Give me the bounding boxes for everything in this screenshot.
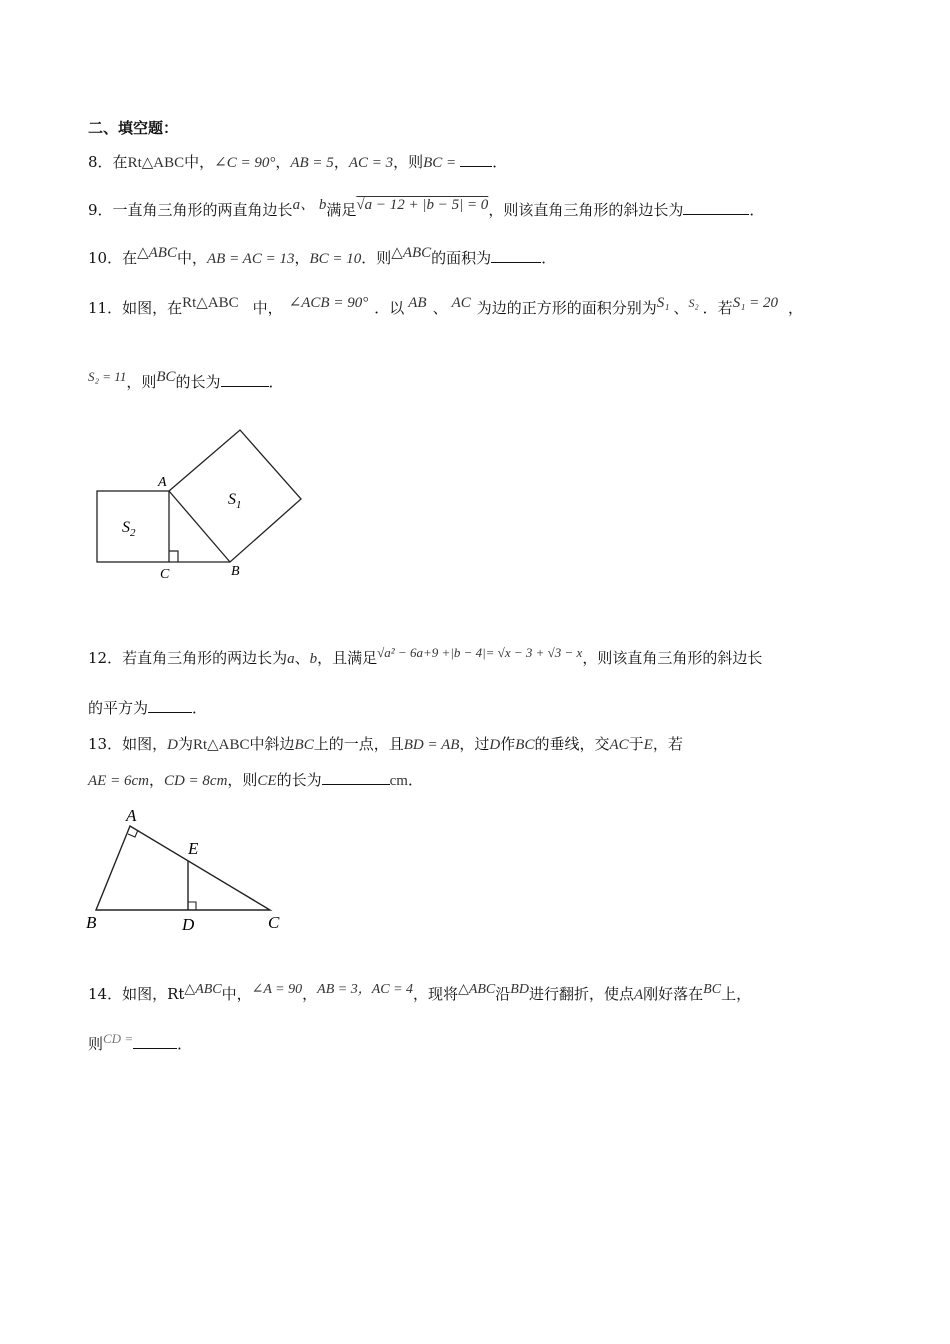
q12-text: 若直角三角形的两边长为 xyxy=(122,649,288,667)
q13-math: E xyxy=(643,737,653,753)
q13-math: Rt△ABC xyxy=(192,737,250,753)
q10-text: 的面积为 xyxy=(431,249,492,267)
label-a: A xyxy=(126,806,137,825)
answer-blank[interactable] xyxy=(683,200,749,215)
q13-text: 作 xyxy=(500,735,516,753)
question-14 xyxy=(88,984,751,1006)
label-b: B xyxy=(86,913,97,932)
q14-math: AB = 3，AC = 4 xyxy=(317,982,414,997)
q10-text: ， xyxy=(294,249,310,267)
q14-math: BC xyxy=(703,982,722,997)
q11-text: ．若 xyxy=(702,299,733,317)
q13-math: BC xyxy=(294,737,314,753)
q12-number: 12． xyxy=(88,649,123,667)
q11-math: S₁ = 20 xyxy=(732,295,779,311)
figure-11 xyxy=(90,420,320,590)
q13-number: 13． xyxy=(88,735,123,753)
q11-math: S₁ xyxy=(656,295,670,311)
q14-text: 沿 xyxy=(495,985,511,1003)
q12-math: √a² − 6a+9 +|b − 4|= √x − 3 + √3 − x xyxy=(377,645,583,660)
q14-text: 上， xyxy=(721,985,752,1003)
q9-math: √a − 12 + |b − 5| = 0 xyxy=(356,197,489,213)
label-b: B xyxy=(231,564,240,579)
question-10 xyxy=(88,245,557,269)
q8-number: 8． xyxy=(88,153,113,171)
q9-text: 一直角三角形的两直角边长 xyxy=(112,201,293,219)
q11-text: ． xyxy=(268,373,284,391)
q13-math: D xyxy=(489,737,501,753)
q11-text: 为边的正方形的面积分别为 xyxy=(476,299,657,317)
q13-text: 中斜边 xyxy=(249,735,295,753)
q8-text: ． xyxy=(492,153,508,171)
question-13-line-2 xyxy=(88,770,423,791)
q13-text: 为 xyxy=(177,735,193,753)
q14-text: ， xyxy=(302,985,318,1003)
q14-text: ． xyxy=(177,1035,193,1053)
q10-math: BC = 10 xyxy=(309,251,362,267)
q11-text: 的长为 xyxy=(175,373,221,391)
q11-math: BC xyxy=(156,369,176,385)
label-c: C xyxy=(160,567,170,582)
q9-number: 9． xyxy=(88,201,113,219)
q14-text: 刚好落在 xyxy=(643,985,704,1003)
triangle-abc xyxy=(96,826,270,910)
q13-text: ，则 xyxy=(227,771,258,789)
q9-text: ． xyxy=(749,201,765,219)
q11-text: 中， xyxy=(252,299,283,317)
q8-text: ， xyxy=(275,153,291,171)
q13-text: 的长为 xyxy=(276,771,322,789)
q13-text: 的垂线，交 xyxy=(534,735,610,753)
q11-text: ．以 xyxy=(374,299,405,317)
q12-text: ，且满足 xyxy=(317,649,378,667)
q11-text: 、 xyxy=(432,299,448,317)
q11-text: ，则 xyxy=(126,373,157,391)
answer-blank[interactable] xyxy=(221,372,269,387)
q11-math: ∠ACB = 90° xyxy=(288,295,369,311)
q14-text: 如图，Rt xyxy=(122,985,185,1003)
q13-text: 上的一点，且 xyxy=(313,735,404,753)
q8-math: BC = xyxy=(423,155,457,171)
q13-math: BD = AB xyxy=(403,737,460,753)
q11-math: AB xyxy=(408,295,427,311)
q14-text: 中， xyxy=(221,985,252,1003)
q11-math: Rt△ABC xyxy=(182,295,239,311)
q13-text: ，若 xyxy=(652,735,683,753)
label-s1: $S_1$ xyxy=(228,491,242,511)
q12-math: a xyxy=(287,651,295,667)
question-14-line-2 xyxy=(88,1031,193,1055)
question-9 xyxy=(88,197,765,221)
q14-math: A xyxy=(633,987,644,1003)
q8-math: AC = 3 xyxy=(348,155,394,171)
q13-text: ，过 xyxy=(459,735,490,753)
question-11 xyxy=(88,295,804,319)
q8-math: ∠C = 90° xyxy=(214,155,276,171)
q13-text: 如图， xyxy=(122,735,168,753)
q14-text: 进行翻折，使点 xyxy=(528,985,634,1003)
q13-math: cm xyxy=(389,773,408,789)
q12-text: ，则该直角三角形的斜边长 xyxy=(582,649,763,667)
q10-math: AB = AC = 13 xyxy=(207,251,295,267)
q10-text: 中， xyxy=(176,249,207,267)
q9-math: a、 b xyxy=(292,197,327,213)
q8-text: ， xyxy=(333,153,349,171)
q14-math: ∠A = 90 xyxy=(251,982,303,997)
right-angle-mark xyxy=(169,551,178,562)
q14-math: △ABC xyxy=(458,982,496,997)
section-title: 二、填空题： xyxy=(88,119,179,137)
q8-math: AB = 5 xyxy=(290,155,334,171)
q10-math: △ABC xyxy=(391,245,432,261)
q13-math: D xyxy=(167,737,178,753)
q14-math: BD xyxy=(510,982,529,997)
q13-text: ， xyxy=(148,771,164,789)
q13-math: CE xyxy=(257,773,277,789)
q13-math: BC xyxy=(515,737,535,753)
q13-text: ． xyxy=(407,771,423,789)
q14-text: ，现将 xyxy=(413,985,459,1003)
q14-math: CD = xyxy=(103,1031,134,1046)
answer-blank[interactable] xyxy=(322,770,390,785)
q9-text: 满足 xyxy=(326,201,357,219)
q11-math: S₂ xyxy=(688,296,699,310)
label-d: D xyxy=(182,915,195,934)
q12-text: ． xyxy=(192,699,208,717)
q14-number: 14． xyxy=(88,985,123,1003)
q12-text: 的平方为 xyxy=(88,699,149,717)
answer-blank[interactable] xyxy=(133,1034,177,1049)
label-a: A xyxy=(158,475,167,490)
q13-math: AC xyxy=(609,737,629,753)
question-13 xyxy=(88,734,683,755)
q11-text: 如图，在 xyxy=(122,299,183,317)
q14-text: 则 xyxy=(88,1035,104,1053)
q9-text: ，则该直角三角形的斜边长为 xyxy=(488,201,684,219)
answer-blank[interactable] xyxy=(460,152,492,167)
q11-text: 、 xyxy=(673,299,689,317)
q14-math: △ABC xyxy=(184,982,222,997)
q10-text: ．则 xyxy=(361,249,392,267)
q11-number: 11． xyxy=(88,299,123,317)
q10-text: ． xyxy=(541,249,557,267)
q11-text: ， xyxy=(788,299,804,317)
question-11-line-2 xyxy=(88,369,284,393)
q13-text: 于 xyxy=(628,735,644,753)
q8-text: ，则 xyxy=(393,153,424,171)
q10-math: △ABC xyxy=(137,245,177,261)
q11-math: S₂ = 11 xyxy=(88,369,127,384)
question-12 xyxy=(88,645,763,669)
q13-math: AE = 6cm xyxy=(88,773,149,789)
answer-blank[interactable] xyxy=(148,698,192,713)
label-c: C xyxy=(268,913,280,932)
q12-math: b xyxy=(309,651,318,667)
label-s2: $S_2$ xyxy=(122,519,136,539)
q8-text: 在 xyxy=(112,153,128,171)
figure-13 xyxy=(84,800,304,940)
question-12-line-2 xyxy=(88,698,207,718)
q13-math: CD = 8cm xyxy=(163,773,228,789)
q8-math: Rt△ABC xyxy=(127,155,185,171)
q8-text: 中， xyxy=(184,153,215,171)
q10-number: 10． xyxy=(88,249,123,267)
right-angle-a xyxy=(128,830,138,837)
label-e: E xyxy=(188,839,199,858)
right-angle-d xyxy=(188,902,196,910)
answer-blank[interactable] xyxy=(491,248,541,263)
question-8 xyxy=(88,152,507,173)
q10-text: 在 xyxy=(122,249,138,267)
q12-text: 、 xyxy=(294,649,310,667)
q11-math: AC xyxy=(451,295,471,311)
